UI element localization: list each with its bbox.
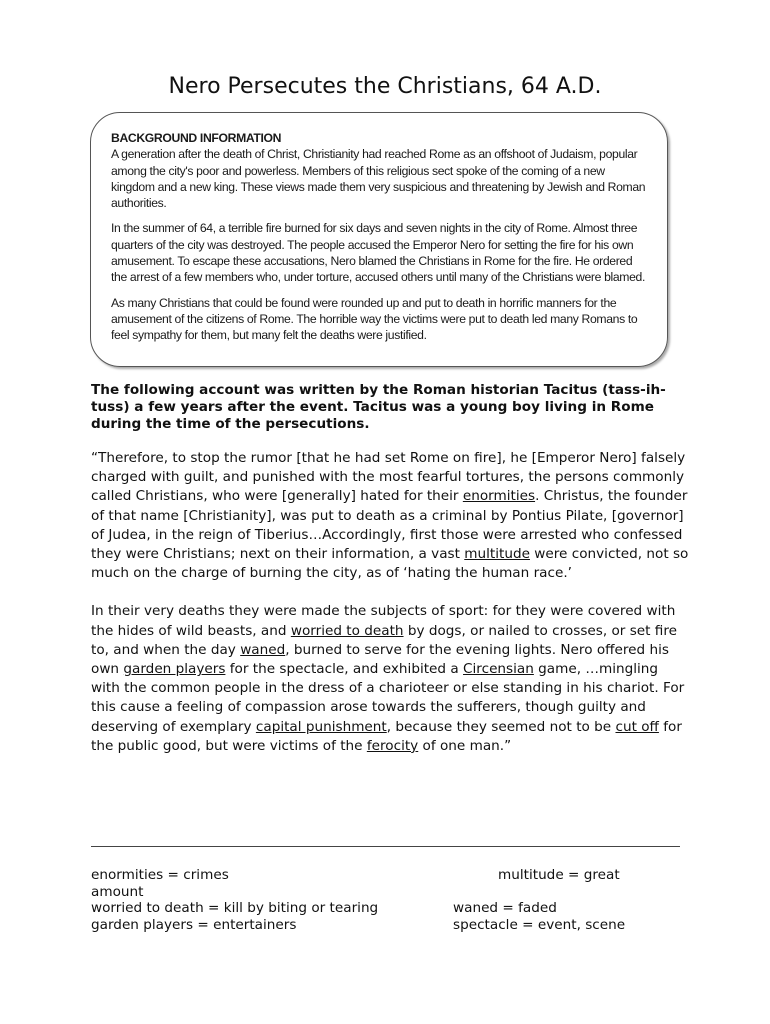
quote-text: were convicted, not so much on the charge of burning the city, as of ‘hating the human race.’: [91, 546, 689, 582]
background-paragraph-3: As many Christians that could be found were rounded up and put to death in horrific manners for the amusement of the citizens of Rome. The horrible way the victims were put to death led many Romans to feel sympathy for them, but many felt the deaths were justified.: [111, 295, 638, 343]
page-title: Nero Persecutes the Christians, 64 A.D.: [168, 74, 602, 99]
background-heading: BACKGROUND INFORMATION: [111, 131, 282, 145]
glossary-worried-to-death: worried to death = kill by biting or tearing: [91, 900, 379, 916]
quote-paragraph-2: [91, 602, 689, 756]
vocab-ferocity: ferocity: [366, 737, 419, 754]
glossary-divider: [91, 846, 680, 847]
vocab-multitude: multitude: [464, 546, 530, 563]
quote-text: “Therefore, to stop the rumor [that he had set Rome on fire], he [Emperor Nero] falsely charged with guilt, and punished with the most fearful tortures, the persons commonly called Christians, who were [generally] hated for their: [91, 450, 686, 505]
quote-text: by dogs, or nailed to crosses, or set fire to, and when the day: [91, 622, 678, 658]
vocab-enormities: enormities: [462, 488, 536, 505]
quote-text: of one man.”: [418, 737, 512, 754]
vocab-cut-off: cut off: [615, 718, 659, 735]
vocab-waned: waned: [240, 641, 286, 658]
background-paragraph-1: A generation after the death of Christ, Christianity had reached Rome as an offshoot of Judaism, popular among the city's poor and powerless. Members of this religious sect spoke of the coming of a new kingdom and a new king. These views made them very suspicious and threatening by Jewish and Roman authorities.: [111, 147, 646, 211]
quote-text: , burned to serve for the evening lights. Nero offered his own: [91, 641, 669, 678]
background-info-content: [111, 130, 651, 353]
glossary-waned: waned = faded: [453, 900, 557, 916]
quote-text: game, …mingling with the common people in the dress of a charioteer or else standing in his chariot. For this cause a feeling of compassion arose towards the sufferers, though guilty and deserving of exemplary: [91, 661, 685, 735]
vocab-capital-punishment: capital punishment: [255, 718, 387, 735]
quote-text: , because they seemed not to be: [386, 718, 616, 735]
glossary-multitude: multitude = great: [498, 867, 620, 883]
quote-text: for the public good, but were victims of the: [91, 718, 682, 754]
glossary-garden-players: garden players = entertainers: [91, 917, 297, 933]
background-paragraph-2: In the summer of 64, a terrible fire burned for six days and seven nights in the city of Rome. Almost three quarters of the city was destroyed. The people accused the Emperor Nero for setting the fire for his own amusement. To escape these accusations, Nero blamed the Christians in Rome for the fire. He ordered the arrest of a few members who, under torture, accused others until many of the Christians were blamed.: [111, 221, 645, 285]
tacitus-quote: [91, 449, 689, 775]
quote-text: . Christus, the founder of that name [Christianity], was put to death as a criminal by Pontius Pilate, [governor] of Judea, in the reign of Tiberius…Accordingly, first those were arrested who confessed they were Christians; next on their information, a vast: [91, 488, 688, 563]
vocab-worried-to-death: worried to death: [290, 622, 404, 639]
vocab-garden-players: garden players: [123, 661, 226, 678]
quote-text: In their very deaths they were made the subjects of sport: for they were covered with the hides of wild beasts, and: [91, 603, 676, 639]
glossary-multitude-continued: amount: [91, 884, 144, 900]
quote-text: for the spectacle, and exhibited a: [225, 661, 464, 678]
glossary-enormities: enormities = crimes: [91, 867, 229, 883]
quote-paragraph-1: [91, 449, 689, 583]
glossary-spectacle: spectacle = event, scene: [453, 917, 626, 933]
vocab-circensian: Circensian: [463, 661, 534, 678]
intro-paragraph: The following account was written by the Roman historian Tacitus (tass-ih-tuss) a few years after the event. Tacitus was a young boy living in Rome during the time of the persecutions.: [91, 382, 666, 432]
